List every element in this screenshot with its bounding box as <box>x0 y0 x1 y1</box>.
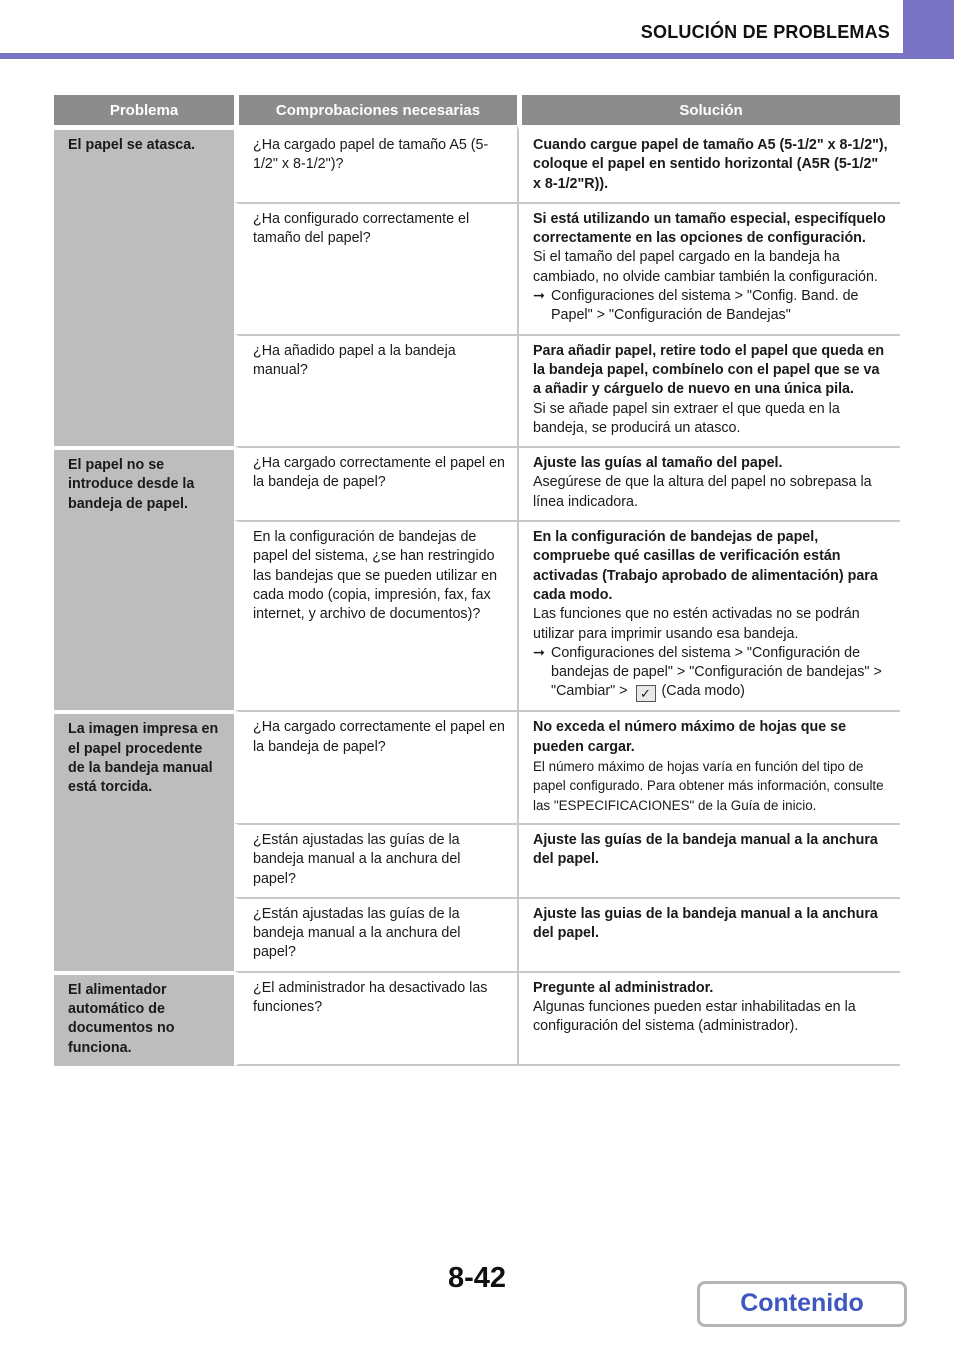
solution-text: Asegúrese de que la altura del papel no sobrepasa la línea indicadora. <box>533 474 872 510</box>
header-accent-tab <box>903 0 954 53</box>
problem-cell: El alimentador automático de documentos no funciona. <box>54 971 234 1066</box>
check-cell: ¿Ha configurado correctamente el tamaño del papel? <box>234 202 517 334</box>
check-cell: En la configuración de bandejas de papel del sistema, ¿se han restringido las bandejas que se pueden utilizar en cada modo (copia, impresión, fax, fax internet, y archivo de documentos)? <box>234 520 517 710</box>
solution-text: Las funciones que no estén activadas no se podrán utilizar para imprimir usando esa bandeja. <box>533 606 860 642</box>
header-accent-bar <box>0 53 954 59</box>
solution-path <box>533 287 888 326</box>
solution-path-text: Configuraciones del sistema > "Configuración de bandejas de papel" > "Configuración de bandejas" > "Cambiar" > <box>551 644 882 700</box>
solution-path-text: Configuraciones del sistema > "Config. Band. de Papel" > "Configuración de Bandejas" <box>551 288 859 324</box>
check-cell: ¿Están ajustadas las guías de la bandeja manual a la anchura del papel? <box>234 897 517 971</box>
solution-bold-text: Pregunte al administrador. <box>533 979 714 996</box>
check-cell: ¿Ha cargado papel de tamaño A5 (5-1/2" x 8-1/2")? <box>234 125 517 202</box>
solution-cell <box>517 202 900 334</box>
contents-button[interactable]: Contenido <box>697 1281 907 1327</box>
table-row <box>54 446 900 520</box>
check-cell: ¿El administrador ha desactivado las funciones? <box>234 971 517 1066</box>
troubleshooting-table <box>54 95 900 1066</box>
column-header-problem: Problema <box>54 95 234 125</box>
table-row <box>54 710 900 822</box>
column-header-solution: Solución <box>517 95 900 125</box>
solution-cell <box>517 125 900 202</box>
solution-bold-text: Ajuste las guías al tamaño del papel. <box>533 455 783 472</box>
solution-text: El número máximo de hojas varía en función del tipo de papel configurado. Para obtener más información, consulte las "ESPECIFICACIONES" de la Guía de inicio. <box>533 759 884 813</box>
problem-cell: La imagen impresa en el papel procedente de la bandeja manual está torcida. <box>54 710 234 970</box>
solution-cell <box>517 446 900 520</box>
solution-cell <box>517 971 900 1066</box>
check-cell: ¿Ha cargado correctamente el papel en la bandeja de papel? <box>234 446 517 520</box>
solution-cell <box>517 823 900 897</box>
solution-cell <box>517 334 900 446</box>
solution-bold-text: No exceda el número máximo de hojas que se pueden cargar. <box>533 719 847 755</box>
problem-cell: El papel no se introduce desde la bandeja de papel. <box>54 446 234 710</box>
check-cell: ¿Ha cargado correctamente el papel en la bandeja de papel? <box>234 710 517 822</box>
solution-bold-text: Ajuste las guías de la bandeja manual a la anchura del papel. <box>533 831 878 868</box>
section-title: SOLUCIÓN DE PROBLEMAS <box>640 22 890 42</box>
checkbox-checked-icon: ✓ <box>636 685 656 702</box>
arrow-right-icon: ➞ <box>533 288 545 305</box>
solution-bold-text: Cuando cargue papel de tamaño A5 (5-1/2" x 8-1/2"), coloque el papel en sentido horizontal (A5R (5-1/2" x 8-1/2"R)). <box>533 137 888 192</box>
page-number: 8-42 <box>447 1262 507 1294</box>
table-row <box>54 125 900 202</box>
solution-path-tail: (Cada modo) <box>661 683 745 700</box>
solution-text: Si el tamaño del papel cargado en la bandeja ha cambiado, no olvide cambiar también la configuración. <box>533 249 878 285</box>
solution-cell <box>517 520 900 710</box>
solution-bold-text: Ajuste las guias de la bandeja manual a la anchura del papel. <box>533 905 878 942</box>
solution-text: Si se añade papel sin extraer el que queda en la bandeja, se producirá un atasco. <box>533 400 840 436</box>
solution-cell <box>517 897 900 971</box>
solution-bold-text: En la configuración de bandejas de papel, compruebe qué casillas de verificación están activadas (Trabajo aprobado de alimentación) para cada modo. <box>533 529 878 603</box>
column-header-checks: Comprobaciones necesarias <box>234 95 517 125</box>
check-cell: ¿Están ajustadas las guías de la bandeja manual a la anchura del papel? <box>234 823 517 897</box>
problem-cell: El papel se atasca. <box>54 125 234 446</box>
solution-text: Algunas funciones pueden estar inhabilitadas en la configuración del sistema (administrador). <box>533 998 856 1035</box>
solution-bold-text: Para añadir papel, retire todo el papel que queda en la bandeja papel, combínelo con el papel que se va a añadir y cárguelo de nuevo en una única pila. <box>533 342 885 398</box>
solution-path <box>533 644 888 703</box>
solution-bold-text: Si está utilizando un tamaño especial, especifíquelo correctamente en las opciones de configuración. <box>533 210 886 247</box>
table-row <box>54 971 900 1066</box>
solution-cell <box>517 710 900 822</box>
check-cell: ¿Ha añadido papel a la bandeja manual? <box>234 334 517 446</box>
arrow-right-icon: ➞ <box>533 644 545 661</box>
